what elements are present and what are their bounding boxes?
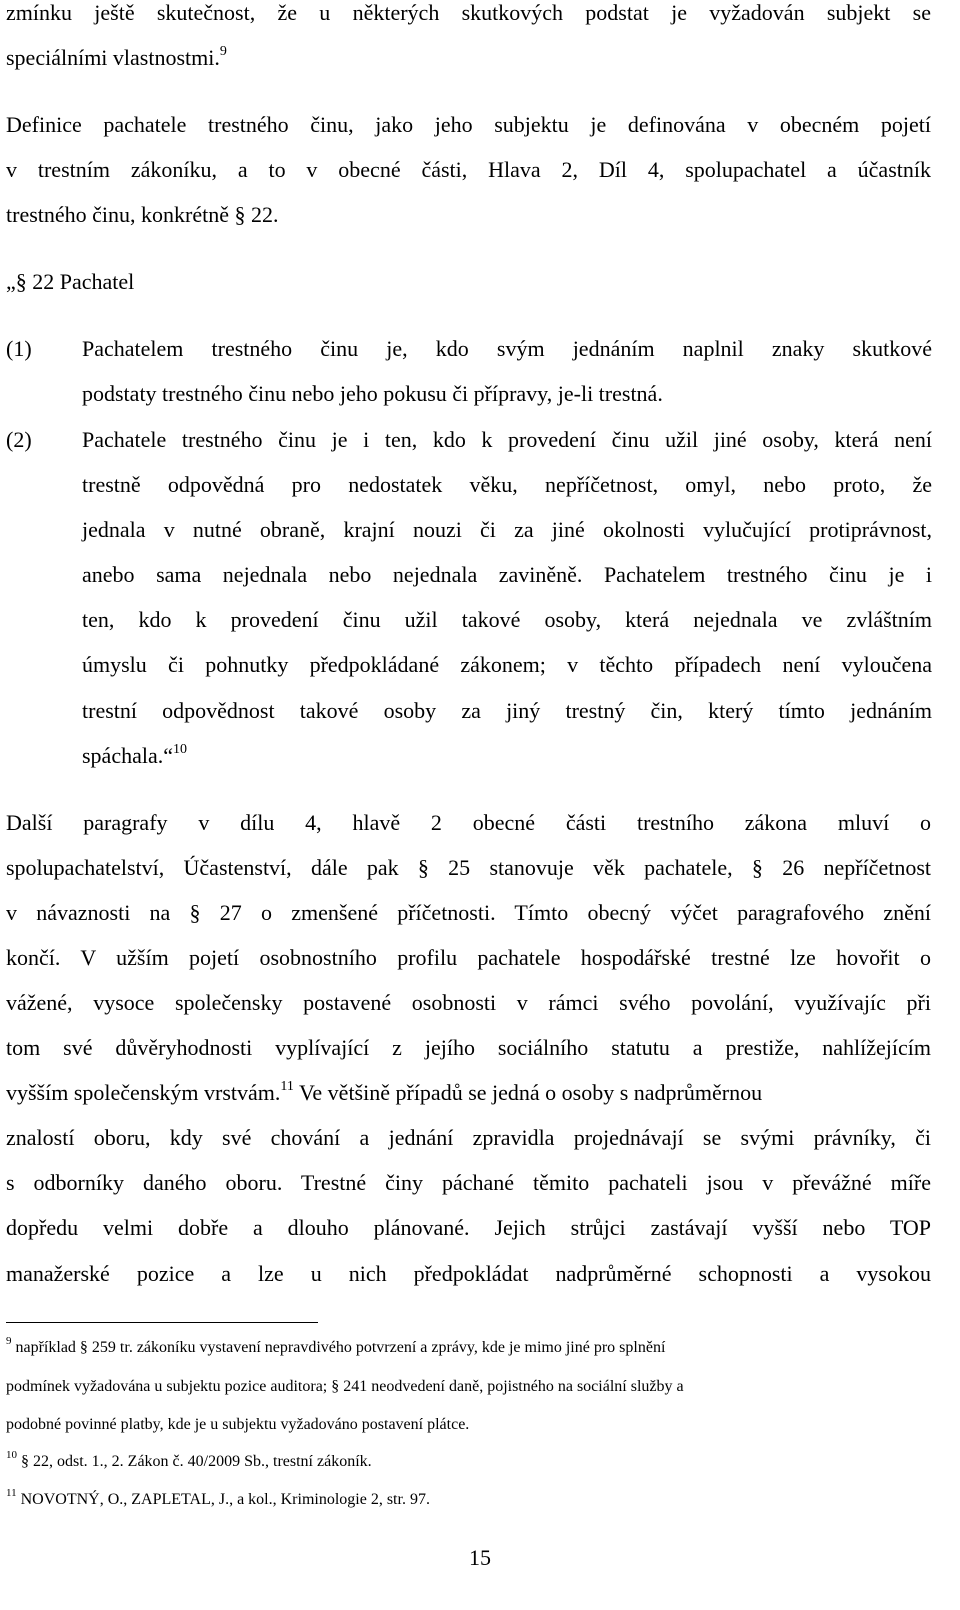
footnote-text: § 22, odst. 1., 2. Zákon č. 40/2009 Sb., trestní zákoník. xyxy=(17,1453,372,1470)
list-item-line: trestně odpovědná pro nedostatek věku, nepříčetnost, omyl, nebo proto, že xyxy=(82,472,932,497)
text-line: manažerské pozice a lze u nich předpokládat nadprůměrné schopnosti a vysokou xyxy=(6,1261,931,1286)
text-line xyxy=(6,45,931,71)
list-number: (2) xyxy=(6,427,32,452)
page-number: 15 xyxy=(469,1545,491,1570)
footnote-9 xyxy=(6,1335,931,1358)
text-line: zmínku ještě skutečnost, že u některých skutkových podstat je vyžadován subjekt se xyxy=(6,0,931,25)
footnote-mark: 9 xyxy=(6,1335,12,1347)
text-line: dopředu velmi dobře a dlouho plánované. Jejich strůjci zastávají vyšší nebo TOP xyxy=(6,1215,931,1240)
footnote-mark: 11 xyxy=(6,1487,17,1499)
text-line: Definice pachatele trestného činu, jako jeho subjektu je definována v obecném pojetí xyxy=(6,112,931,137)
footnote-ref-10[interactable]: 10 xyxy=(173,742,187,757)
text-span: speciálními vlastnostmi. xyxy=(6,45,220,70)
text-line: vážené, vysoce společensky postavené osobnosti v rámci svého povolání, využívajíc při xyxy=(6,990,931,1015)
footnote-line: podobné povinné platby, kde je u subjektu vyžadováno postavení plátce. xyxy=(6,1416,470,1433)
list-item-line xyxy=(82,743,932,769)
text-span: vyšším společenským vrstvám. xyxy=(6,1080,281,1105)
list-item-line: úmyslu či pohnutky předpokládané zákonem; v těchto případech není vyloučena xyxy=(82,652,932,677)
quote-heading: „§ 22 Pachatel xyxy=(6,269,135,294)
list-item-line: Pachatelem trestného činu je, kdo svým jednáním naplnil znaky skutkové xyxy=(82,336,932,361)
text-line: v návaznosti na § 27 o zmenšené příčetnosti. Tímto obecný výčet paragrafového znění xyxy=(6,900,931,925)
list-item-line: jednala v nutné obraně, krajní nouzi či za jiné okolnosti vylučující protiprávnost, xyxy=(82,517,932,542)
footnote-11 xyxy=(6,1487,931,1510)
footnote-text: například § 259 tr. zákoníku vystavení nepravdivého potvrzení a zprávy, kde je mimo jiné pro splnění xyxy=(11,1339,666,1356)
list-item-line: anebo sama nejednala nebo nejednala zaviněně. Pachatelem trestného činu je i xyxy=(82,562,932,587)
footnote-mark: 10 xyxy=(6,1449,17,1461)
footnote-text: NOVOTNÝ, O., ZAPLETAL, J., a kol., Kriminologie 2, str. 97. xyxy=(16,1491,430,1508)
text-line: spolupachatelství, Účastenství, dále pak § 25 stanovuje věk pachatele, § 26 nepříčetnost xyxy=(6,855,931,880)
text-line: končí. V užším pojetí osobnostního profilu pachatele hospodářské trestné lze hovořit o xyxy=(6,945,931,970)
footnote-10 xyxy=(6,1449,931,1472)
list-item-line: trestní odpovědnost takové osoby za jiný trestný čin, který tímto jednáním xyxy=(82,698,932,723)
text-line: znalostí oboru, kdy své chování a jednání zpravidla projednávají se svými právníky, či xyxy=(6,1125,931,1150)
footnote-line: podmínek vyžadována u subjektu pozice auditora; § 241 neodvedení daně, pojistného na sociální služby a xyxy=(6,1378,684,1395)
text-line: trestného činu, konkrétně § 22. xyxy=(6,202,279,227)
text-line xyxy=(6,1080,931,1106)
text-line: Další paragrafy v dílu 4, hlavě 2 obecné části trestního zákona mluví o xyxy=(6,810,931,835)
list-item-line: ten, kdo k provedení činu užil takové osoby, která nejednala ve zvláštním xyxy=(82,607,932,632)
list-item-line: podstaty trestného činu nebo jeho pokusu či přípravy, je-li trestná. xyxy=(82,381,663,406)
footnote-separator xyxy=(6,1322,318,1323)
text-line: v trestním zákoníku, a to v obecné části, Hlava 2, Díl 4, spolupachatel a účastník xyxy=(6,157,931,182)
list-item-line: Pachatele trestného činu je i ten, kdo k provedení činu užil jiné osoby, která není xyxy=(82,427,932,452)
text-span: spáchala.“ xyxy=(82,743,173,768)
text-line: tom své důvěryhodnosti vyplívající z jejího sociálního statutu a prestiže, nahlížejícím xyxy=(6,1035,931,1060)
footnote-ref-9[interactable]: 9 xyxy=(219,44,227,59)
text-span: Ve většině případů se jedná o osoby s nadprůměrnou xyxy=(293,1080,763,1105)
list-number: (1) xyxy=(6,336,32,361)
text-line: s odborníky daného oboru. Trestné činy páchané těmito pachateli jsou v převážné míře xyxy=(6,1170,931,1195)
footnote-ref-11[interactable]: 11 xyxy=(280,1079,294,1094)
